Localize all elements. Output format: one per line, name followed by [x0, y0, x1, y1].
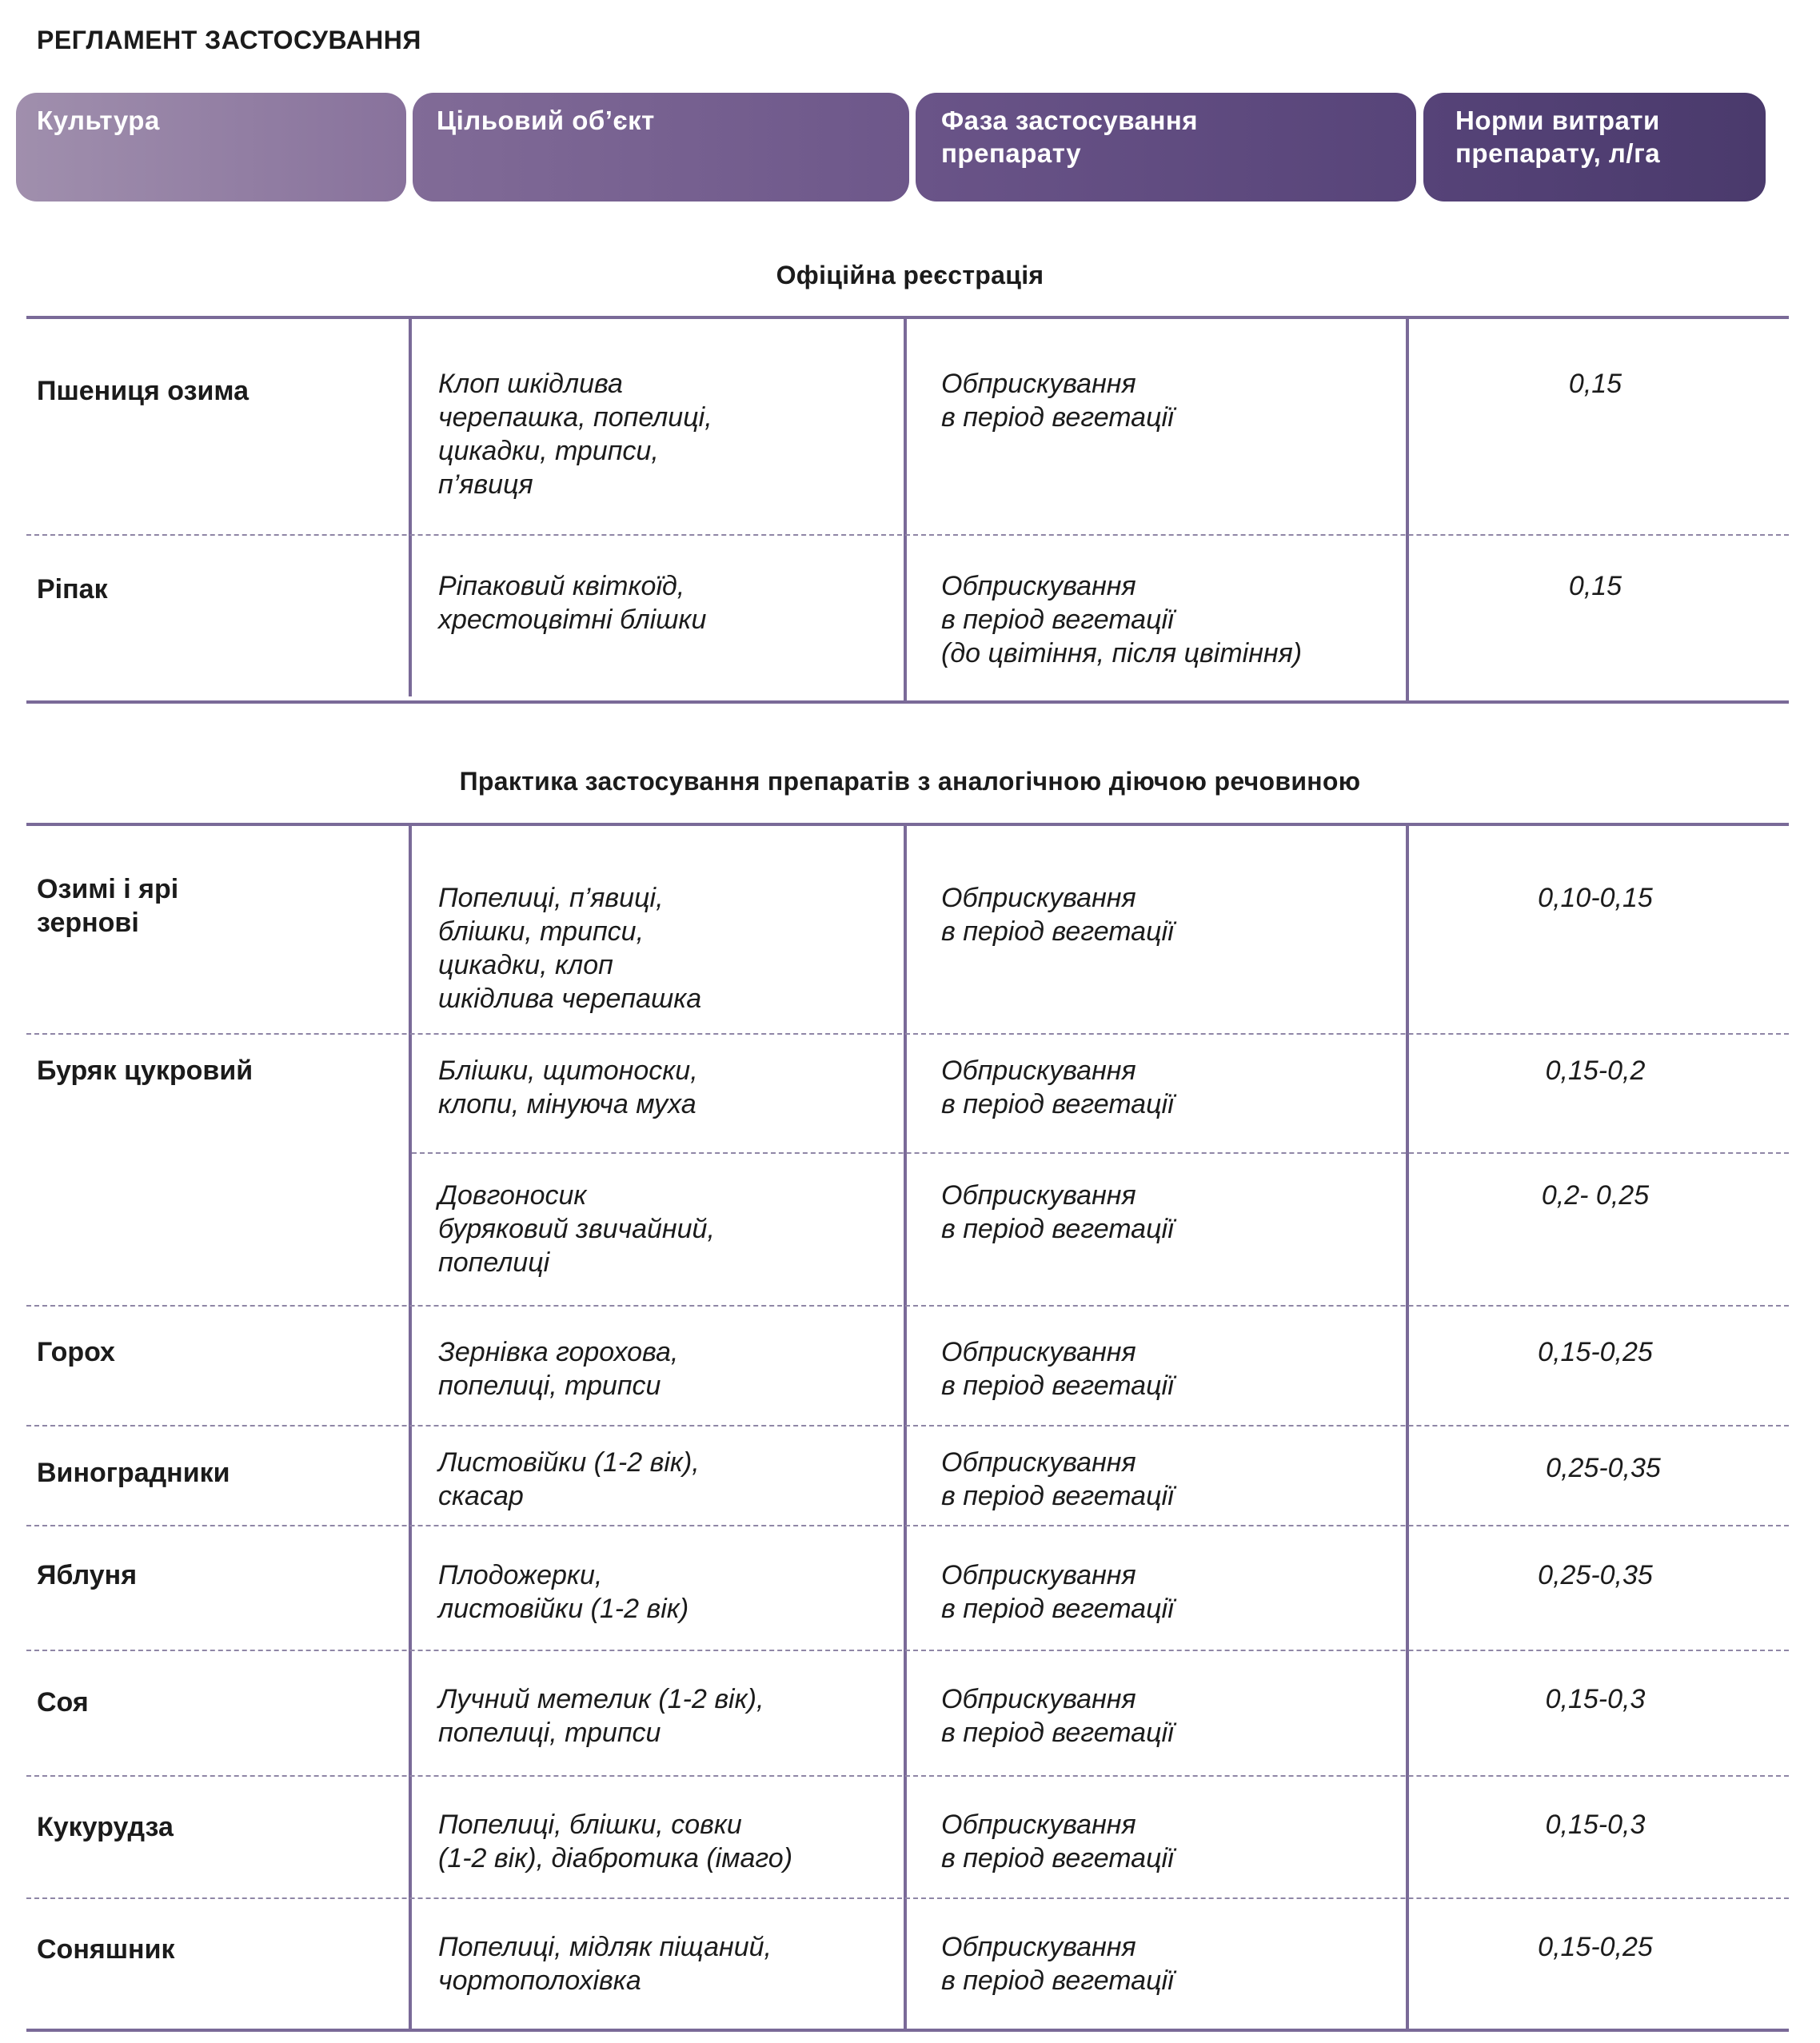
row-divider	[26, 1033, 1789, 1035]
row-divider	[26, 1425, 1789, 1427]
row-divider	[26, 1775, 1789, 1777]
rate-cell: 0,25-0,35	[1546, 1453, 1661, 1483]
target-cell: Блішки, щитоноски, клопи, мінуюча муха	[438, 1055, 698, 1119]
culture-cell: Кукурудза	[37, 1812, 174, 1842]
phase-cell: Обприскування в період вегетації (до цвітіння, після цвітіння)	[941, 571, 1303, 668]
target-cell: Клоп шкідлива черепашка, попелиці, цикадки, трипси, п’явиця	[438, 369, 712, 500]
culture-cell: Озимі і ярі зернові	[37, 874, 179, 938]
phase-cell: Обприскування в період вегетації	[941, 1684, 1174, 1748]
culture-cell: Горох	[37, 1337, 115, 1367]
target-cell: Лучний метелик (1-2 вік), попелиці, трипси	[438, 1684, 764, 1748]
header-phase-label-line2: препарату	[941, 138, 1082, 168]
row-divider	[412, 1152, 1789, 1154]
culture-cell: Буряк цукровий	[37, 1055, 253, 1086]
section-practice-title: Практика застосування препаратів з аналогічною діючою речовиною	[459, 767, 1361, 796]
divider	[26, 2029, 1789, 2032]
phase-cell: Обприскування в період вегетації	[941, 1932, 1174, 1996]
target-cell: Попелиці, блішки, совки (1-2 вік), діабротика (імаго)	[438, 1810, 793, 1873]
divider	[26, 316, 1789, 319]
header-phase	[916, 93, 1416, 202]
column-divider	[409, 824, 412, 2030]
rate-cell: 0,15	[1568, 369, 1622, 399]
target-cell: Попелиці, мідляк піщаний, чортополохівка	[438, 1932, 772, 1996]
culture-cell: Яблуня	[37, 1560, 138, 1590]
culture-cell: Соняшник	[37, 1934, 175, 1965]
culture-cell: Ріпак	[37, 574, 108, 605]
target-cell: Листовійки (1-2 вік), скасар	[438, 1447, 700, 1511]
rate-cell: 0,15-0,3	[1545, 1684, 1646, 1714]
phase-cell: Обприскування в період вегетації	[941, 1560, 1174, 1624]
header-rate-label-line1: Норми витрати	[1455, 106, 1660, 135]
target-cell: Попелиці, п’явиці, блішки, трипси, цикадки, клоп шкідлива черепашка	[438, 883, 702, 1014]
phase-cell: Обприскування в період вегетації	[941, 1055, 1174, 1119]
header-phase-label-line1: Фаза застосування	[941, 106, 1199, 135]
rate-cell: 0,10-0,15	[1538, 883, 1653, 913]
column-divider	[1406, 824, 1409, 2030]
header-target	[413, 93, 909, 202]
phase-cell: Обприскування в період вегетації	[941, 883, 1174, 947]
row-divider	[26, 1305, 1789, 1307]
rate-cell: 0,15	[1568, 571, 1622, 601]
target-cell: Ріпаковий квіткоїд, хрестоцвітні блішки	[438, 571, 707, 635]
phase-cell: Обприскування в період вегетації	[941, 369, 1174, 433]
header-rate-label-line2: препарату, л/га	[1455, 138, 1661, 168]
column-divider	[904, 317, 907, 700]
header-culture	[16, 93, 406, 202]
header-culture-label: Культура	[37, 106, 160, 135]
column-divider	[904, 824, 907, 2030]
section-official-title: Офіційна реєстрація	[776, 261, 1044, 289]
column-divider	[1406, 317, 1409, 700]
rate-cell: 0,2- 0,25	[1541, 1180, 1650, 1211]
culture-cell: Виноградники	[37, 1458, 230, 1488]
divider	[26, 700, 1789, 704]
phase-cell: Обприскування в період вегетації	[941, 1180, 1174, 1244]
row-divider	[26, 534, 1789, 536]
rate-cell: 0,15-0,3	[1545, 1810, 1646, 1840]
divider	[26, 823, 1789, 826]
target-cell: Довгоносик буряковий звичайний, попелиці	[438, 1180, 715, 1278]
header-target-label: Цільовий об’єкт	[437, 106, 655, 135]
target-cell: Плодожерки, листовійки (1-2 вік)	[438, 1560, 689, 1624]
rate-cell: 0,25-0,35	[1538, 1560, 1653, 1590]
row-divider	[26, 1525, 1789, 1526]
page-title: РЕГЛАМЕНТ ЗАСТОСУВАННЯ	[37, 26, 421, 54]
phase-cell: Обприскування в період вегетації	[941, 1447, 1174, 1511]
column-divider	[409, 317, 412, 696]
culture-cell: Соя	[37, 1687, 89, 1718]
target-cell: Зернівка горохова, попелиці, трипси	[438, 1337, 679, 1401]
header-rate	[1423, 93, 1766, 202]
rate-cell: 0,15-0,2	[1545, 1055, 1646, 1086]
phase-cell: Обприскування в період вегетації	[941, 1810, 1174, 1873]
culture-cell: Пшениця озима	[37, 376, 249, 406]
row-divider	[26, 1650, 1789, 1651]
phase-cell: Обприскування в період вегетації	[941, 1337, 1174, 1401]
rate-cell: 0,15-0,25	[1538, 1337, 1653, 1367]
row-divider	[26, 1897, 1789, 1899]
rate-cell: 0,15-0,25	[1538, 1932, 1653, 1962]
